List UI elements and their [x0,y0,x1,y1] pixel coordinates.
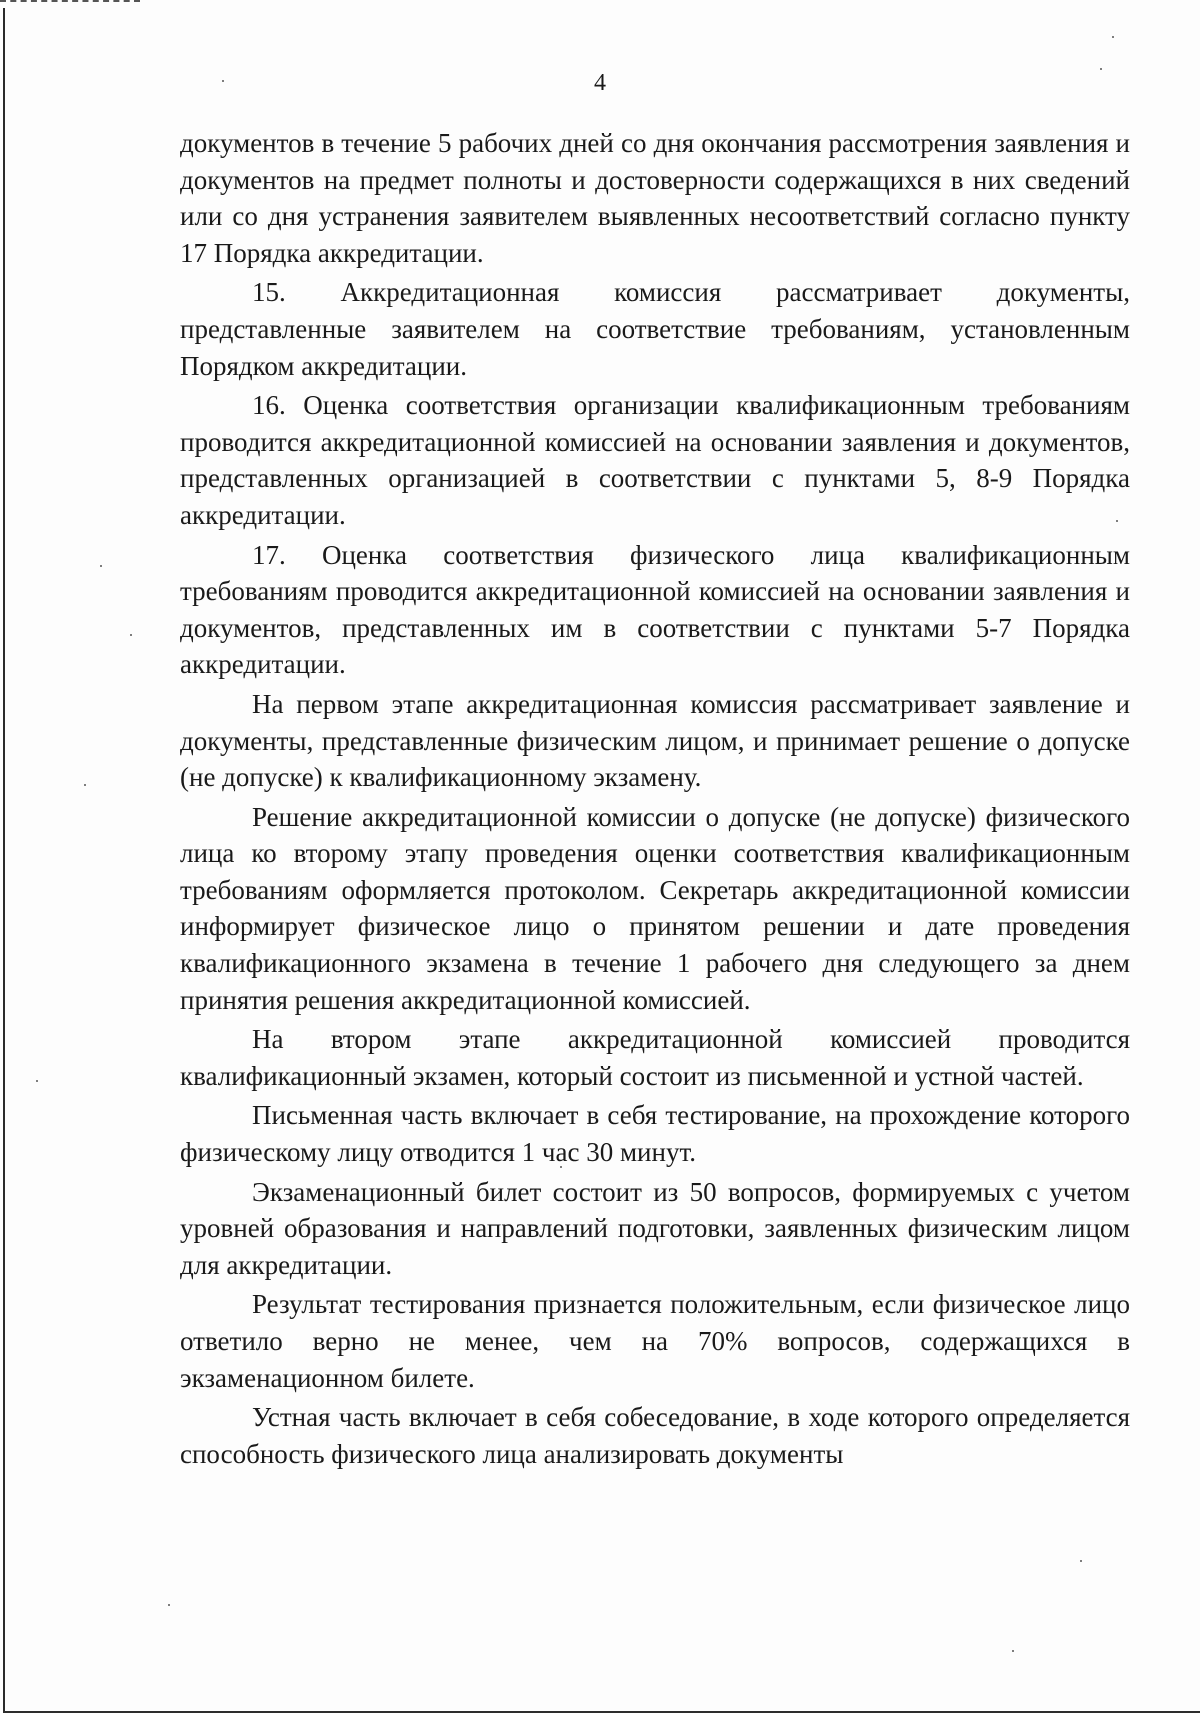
paragraph-oral-part: Устная часть включает в себя собеседование, в ходе которого определяется способность физического лица анализировать документы [180,1402,1130,1469]
document-body [180,125,1130,1472]
paragraph-admission-decision: Решение аккредитационной комиссии о допуске (не допуске) физического лица ко второму этапу проведения оценки соответствия квалификационным требованиям оформляется протоколом. Секретарь аккредитационной комиссии информирует физическое лицо о принятом решении и дате проведения квалификационного экзамена в течение 1 рабочего дня следующего за днем принятия решения аккредитационной комиссией. [180,801,1130,1015]
paragraph-item-16: 16. Оценка соответствия организации квалификационным требованиям проводится аккредитационной комиссией на основании заявления и документов, представленных организацией в соответствии с пунктами 5, 8-9 Порядка аккредитации. [180,390,1130,530]
paragraph-continuation: документов в течение 5 рабочих дней со дня окончания рассмотрения заявления и документов на предмет полноты и достоверности содержащихся в них сведений или со дня устранения заявителем выявленных несоответствий согласно пункту 17 Порядка аккредитации. [180,128,1130,268]
scan-bottom-border [3,1711,1200,1713]
paragraph-second-stage: На втором этапе аккредитационной комиссией проводится квалификационный экзамен, который состоит из письменной и устной частей. [180,1024,1130,1091]
scan-speck [100,565,102,567]
paragraph-test-result: Результат тестирования признается положительным, если физическое лицо ответило верно не менее, чем на 70% вопросов, содержащихся в экзаменационном билете. [180,1289,1130,1393]
page-number: 4 [594,70,606,96]
scan-speck [1112,36,1114,38]
scan-speck [1080,1560,1082,1562]
scan-speck [1012,1650,1014,1652]
paragraph-first-stage: На первом этапе аккредитационная комиссия рассматривает заявление и документы, представленные физическим лицом, и принимает решение о допуске (не допуске) к квалификационному экзамену. [180,688,1130,793]
paragraph-item-15: 15. Аккредитационная комиссия рассматривает документы, представленные заявителем на соответствие требованиям, установленным Порядком аккредитации. [180,277,1130,381]
paragraph-exam-ticket: Экзаменационный билет состоит из 50 вопросов, формируемых с учетом уровней образования и направлений подготовки, заявленных физическим лицом для аккредитации. [180,1176,1130,1280]
scan-speck [36,1080,38,1082]
scan-speck [84,784,86,786]
scan-speck [168,1604,170,1606]
scan-left-border [3,8,5,1712]
paragraph-item-17: 17. Оценка соответствия физического лица квалификационным требованиям проводится аккредитационной комиссией на основании заявления и документов, представленных им в соответствии с пунктами 5-7 Порядка аккредитации. [180,539,1130,680]
scan-edge-dash [0,0,140,2]
scan-speck [130,634,132,636]
paragraph-written-part: Письменная часть включает в себя тестирование, на прохождение которого физическому лицу отводится 1 час 30 минут. [180,1100,1130,1168]
